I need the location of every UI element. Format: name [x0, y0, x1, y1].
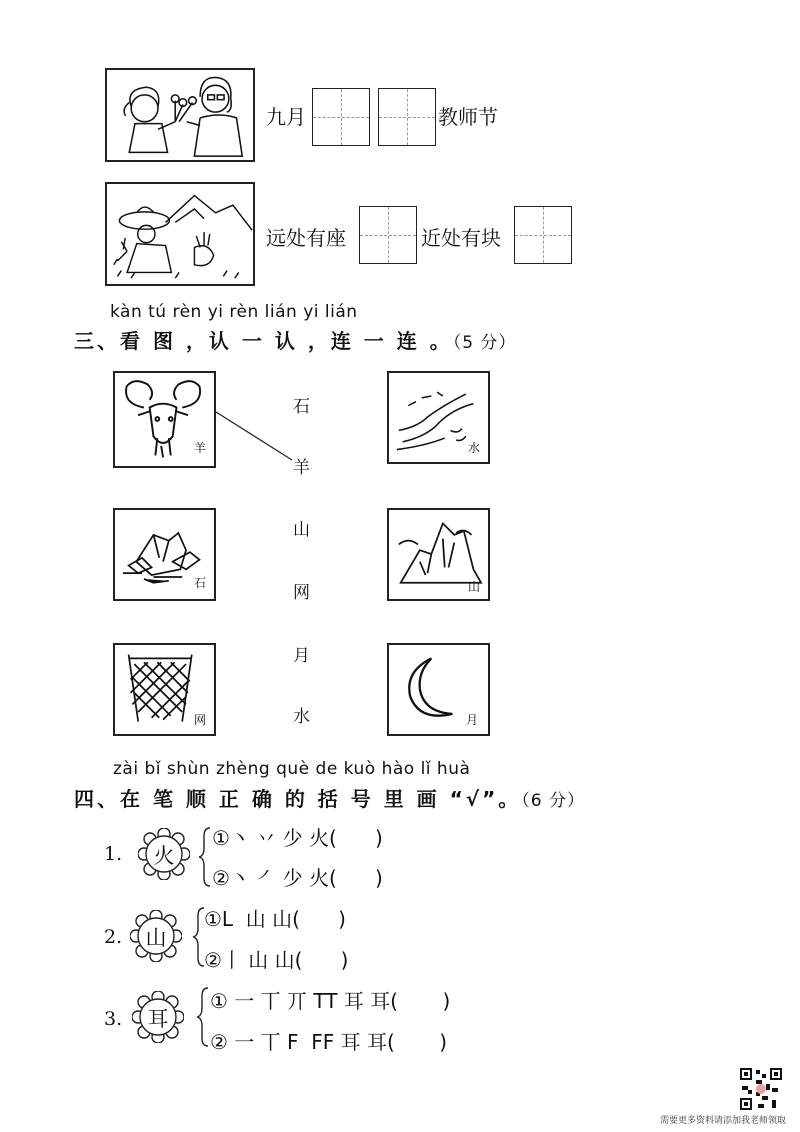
- brace-icon: [198, 826, 212, 888]
- flower-char-badge: [132, 991, 184, 1043]
- stroke-order-option[interactable]: ②丶 ㇒ 少 火( ): [212, 866, 383, 890]
- section4-score: （6 分）: [521, 791, 585, 811]
- match-char-stone[interactable]: 石: [293, 397, 310, 417]
- water-picture[interactable]: [387, 371, 490, 464]
- row1-suffix: 教师节: [438, 105, 498, 129]
- match-char-water[interactable]: 水: [293, 707, 310, 727]
- match-char-net[interactable]: 网: [293, 583, 310, 603]
- corner-char: 水: [467, 441, 480, 455]
- stroke-order-option[interactable]: ①L 山 山( ): [204, 907, 346, 931]
- corner-char: 山: [467, 580, 480, 594]
- row2-middle: 近处有块: [421, 226, 501, 250]
- qr-code-icon[interactable]: [738, 1066, 784, 1112]
- corner-char: 石: [193, 576, 206, 590]
- moon-picture[interactable]: [387, 643, 490, 736]
- flower-char-badge: [130, 910, 182, 962]
- section3-title: 三、看 图 ，认 一 认 ，连 一 连 。: [74, 329, 453, 353]
- stroke-order-option[interactable]: ②丨 山 山( ): [204, 948, 349, 972]
- section3-score: （5 分）: [452, 333, 517, 353]
- flower-char: 火: [153, 844, 175, 868]
- corner-char: 网: [193, 713, 206, 727]
- match-char-mountain[interactable]: 山: [293, 520, 310, 540]
- stroke-order-option[interactable]: ① 一 丅 丌 TT 耳 耳( ): [210, 989, 451, 1013]
- mountain-picture[interactable]: [387, 508, 490, 601]
- corner-char: 月: [465, 713, 478, 727]
- section4-heading: [74, 783, 585, 812]
- section3-pinyin: kàn tú rèn yi rèn lián yi lián: [110, 302, 358, 322]
- question-number: 2.: [104, 926, 123, 948]
- flower-char-badge: [138, 828, 190, 880]
- footer-note: 需要更多资料请添加我老师领取: [659, 1116, 786, 1126]
- row2-prefix: 远处有座: [266, 226, 346, 250]
- section4-title: 四、在 笔 顺 正 确 的 括 号 里 画 “√”。: [74, 787, 522, 811]
- stroke-order-option[interactable]: ② 一 丅 F FF 耳 耳( ): [210, 1030, 448, 1054]
- row1-prefix: 九月: [266, 105, 306, 129]
- section4-pinyin: zài bǐ shùn zhèng què de kuò hào lǐ huà: [113, 759, 471, 779]
- match-char-moon[interactable]: 月: [293, 646, 310, 666]
- flower-char: 山: [145, 926, 167, 950]
- match-char-goat[interactable]: 羊: [293, 458, 310, 478]
- flower-char: 耳: [147, 1007, 169, 1031]
- question-number: 1.: [104, 843, 123, 865]
- stroke-order-option[interactable]: ①丶 丷 少 火( ): [212, 826, 383, 850]
- corner-char: 羊: [193, 441, 206, 455]
- brace-icon: [196, 986, 210, 1048]
- question-number: 3.: [104, 1008, 123, 1030]
